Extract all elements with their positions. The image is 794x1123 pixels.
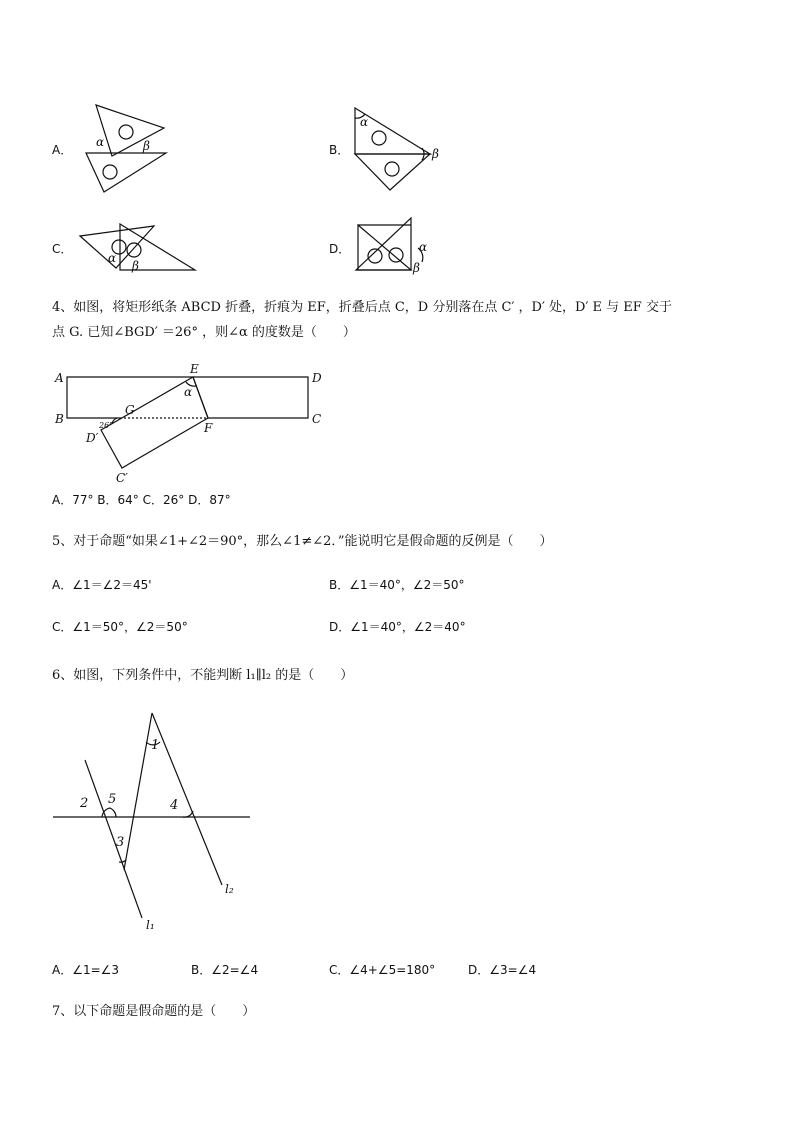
q3d-beta: β (413, 261, 420, 275)
q4-label-c: C (312, 412, 322, 426)
q6-label-5: 5 (108, 792, 117, 807)
q4-stem-line2: 点 G. 已知∠BGD′ ＝26° ，则∠α 的度数是（ ） (52, 325, 356, 340)
q5-option-d: D．∠1＝40°，∠2＝40° (329, 620, 466, 634)
q4-label-alpha: α (184, 385, 193, 399)
q3c-beta: β (132, 259, 139, 273)
q6-label-1: 1 (151, 738, 160, 753)
q3-option-b-label: B． (329, 143, 350, 157)
q5-option-c: C．∠1＝50°，∠2＝50° (52, 620, 188, 634)
q6-label-4: 4 (170, 798, 179, 813)
q3a-beta: β (143, 139, 150, 153)
q4-stem-line1: 4、如图，将矩形纸条 ABCD 折叠，折痕为 EF，折叠后点 C，D 分别落在点 C′ ，D′ 处，D′ E 与 EF 交于 (52, 300, 672, 315)
q6-stem: 6、如图，下列条件中，不能判断 l₁∥l₂ 的是（ ） (52, 668, 354, 683)
q4-label-dprime: D′ (86, 431, 99, 445)
q3b-alpha: α (360, 115, 369, 129)
q4-label-cprime: C′ (116, 471, 128, 485)
q6-label-3: 3 (116, 835, 125, 850)
q3-option-c-label: C． (52, 242, 73, 256)
q6-option-a: A．∠1=∠3 (52, 963, 120, 977)
q6-label-2: 2 (80, 796, 89, 811)
q3b-beta: β (432, 147, 439, 161)
q6-option-c: C．∠4+∠5=180° (329, 963, 436, 977)
q4-label-d: D (312, 371, 322, 385)
q4-label-a: A (55, 371, 64, 385)
q3a-alpha: α (96, 135, 105, 149)
q4-label-f: F (204, 421, 213, 435)
q5-option-a: A．∠1＝∠2＝45' (52, 578, 152, 592)
q7-stem: 7、以下命题是假命题的是（ ） (52, 1004, 256, 1019)
q6-label-l1: l₁ (146, 918, 155, 932)
q4-label-b: B (55, 412, 64, 426)
q4-options: A．77° B．64° C．26° D．87° (52, 493, 231, 507)
q5-option-b: B．∠1＝40°，∠2＝50° (329, 578, 465, 592)
q6-option-b: B．∠2=∠4 (191, 963, 259, 977)
q6-label-l2: l₂ (225, 882, 234, 896)
q3d-alpha: α (419, 240, 428, 254)
q3c-alpha: α (108, 251, 117, 265)
q5-stem: 5、对于命题“如果∠1+∠2＝90°，那么∠1≠∠2．”能说明它是假命题的反例是（ ） (52, 534, 553, 549)
q4-label-e: E (190, 362, 199, 376)
q6-option-d: D．∠3=∠4 (468, 963, 537, 977)
q4-label-26: 26° (99, 421, 114, 430)
q3-option-a-label: A． (52, 143, 73, 157)
q3-option-d-label: D． (329, 242, 351, 256)
q4-label-g: G (125, 403, 135, 417)
